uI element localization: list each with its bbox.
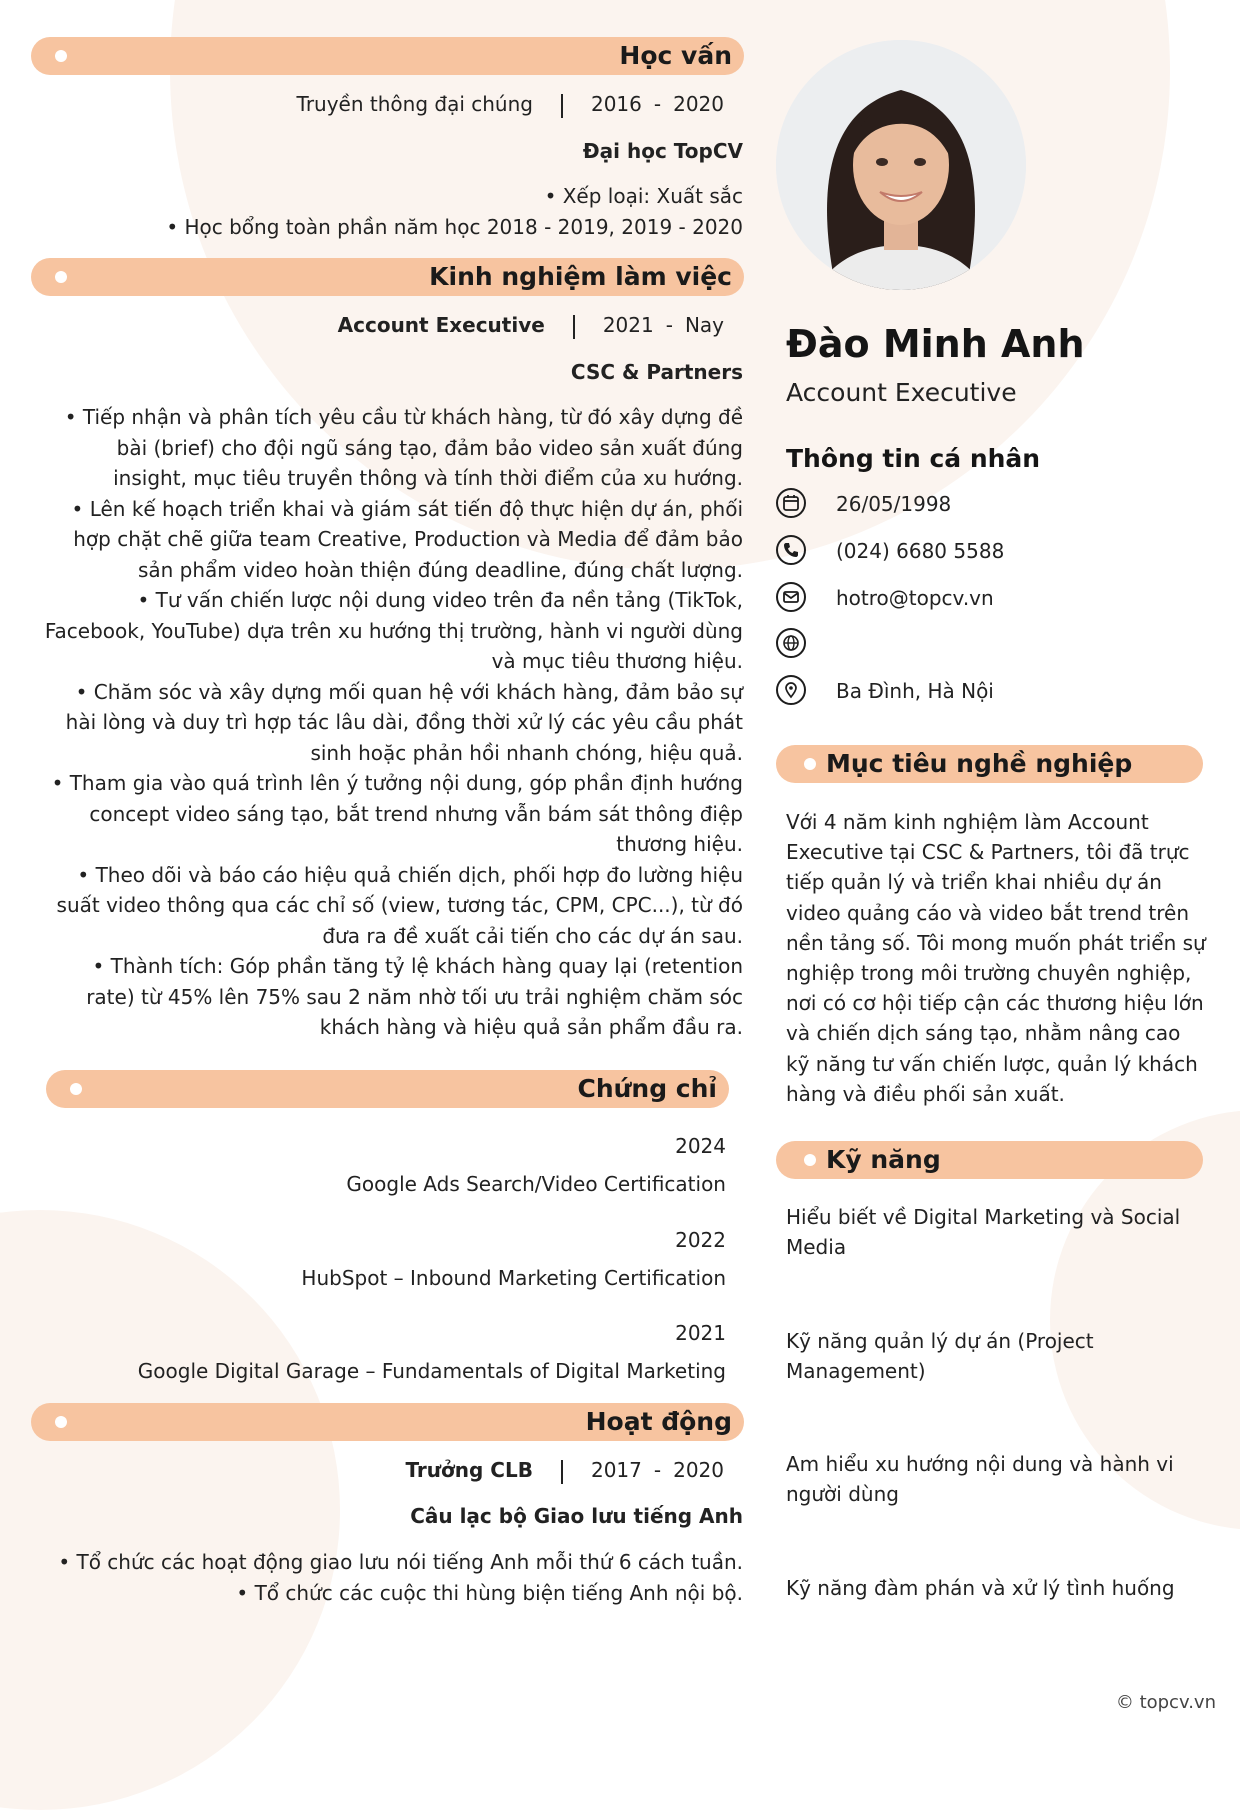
section-dot — [55, 271, 67, 283]
activities-end: 2020 — [673, 1458, 724, 1482]
certificates-title: Chứng chỉ — [577, 1074, 717, 1103]
dash: - — [653, 1458, 662, 1482]
skills-title: Kỹ năng — [826, 1145, 941, 1174]
section-dot — [804, 758, 816, 770]
skill-item: Kỹ năng đàm phán và xử lý tình huống — [786, 1576, 1175, 1600]
section-dot — [55, 1416, 67, 1428]
experience-position: Account Executive — [337, 313, 545, 337]
experience-end: Nay — [684, 313, 724, 337]
experience-title: Kinh nghiệm làm việc — [429, 262, 732, 291]
activities-role-row — [405, 1455, 724, 1485]
education-major: Truyền thông đại chúng — [296, 92, 533, 116]
dash: - — [665, 313, 673, 337]
phone-icon — [776, 535, 806, 565]
education-section-bar — [31, 37, 744, 75]
section-dot — [804, 1154, 816, 1166]
education-end: 2020 — [673, 92, 724, 116]
certificate-year: 2024 — [675, 1134, 726, 1158]
certificate-name: Google Digital Garage – Fundamentals of Digital Marketing — [137, 1359, 726, 1383]
activities-title: Hoạt động — [585, 1407, 732, 1436]
candidate-role: Account Executive — [786, 378, 1017, 407]
education-major-row — [297, 89, 724, 119]
activities-section-bar — [31, 1403, 744, 1441]
experience-start: 2021 — [602, 313, 654, 337]
list-item: • Chăm sóc và xây dựng mối quan hệ với khách hàng, đảm bảo sự hài lòng và duy trì hợp tác lâu dài, đồng thời xử lý các yêu cầu phát sinh hoặc phản hồi nhanh chóng, hiệu quả. — [43, 677, 743, 769]
certificate-year: 2021 — [675, 1321, 726, 1345]
list-item: • Tổ chức các hoạt động giao lưu nói tiếng Anh mỗi thứ 6 cách tuần. — [43, 1547, 743, 1578]
list-item: • Theo dõi và báo cáo hiệu quả chiến dịch, phối hợp đo lường hiệu suất video thông qua các chỉ số (view, tương tác, CPM, CPC...), từ đó đưa ra đề xuất cải tiến cho các dự án sau. — [43, 860, 743, 952]
experience-section-bar — [31, 258, 744, 296]
list-item: • Tiếp nhận và phân tích yêu cầu từ khách hàng, từ đó xây dựng đề bài (brief) cho đội ngũ sáng tạo, đảm bảo video sản xuất đúng insight, mục tiêu truyền thông và tính thời điểm của xu hướng. — [43, 402, 743, 494]
info-address: Ba Đình, Hà Nội — [836, 679, 994, 703]
objective-text: Với 4 năm kinh nghiệm làm Account Executive tại CSC & Partners, tôi đã trực tiếp quản lý và triển khai nhiều dự án video quảng cáo và video bắt trend trên nền tảng số. Tôi mong muốn phát triển sự nghiệp trong môi trường chuyên nghiệp, nơi có cơ hội tiếp cận các thương hiệu lớn và chiến dịch sáng tạo, nhằm nâng cao kỹ năng tư vấn chiến lược, quản lý khách hàng và điều phối sản xuất. — [786, 810, 1206, 1106]
education-bullets — [43, 181, 743, 242]
activities-start: 2017 — [590, 1458, 642, 1482]
certificate-name: HubSpot – Inbound Marketing Certification — [301, 1266, 726, 1290]
skill-item: Hiểu biết về Digital Marketing và Social Media — [786, 1205, 1181, 1259]
section-dot — [55, 50, 67, 62]
location-icon — [776, 675, 806, 705]
experience-company: CSC & Partners — [570, 360, 743, 384]
separator — [561, 94, 563, 118]
skills-section-bar — [776, 1141, 1203, 1179]
separator — [561, 1460, 563, 1484]
skill-item: Am hiểu xu hướng nội dung và hành vi người dùng — [786, 1452, 1174, 1506]
objective-title: Mục tiêu nghề nghiệp — [826, 749, 1133, 778]
info-phone: (024) 6680 5588 — [836, 539, 1005, 563]
certificate-year: 2022 — [675, 1228, 726, 1252]
calendar-icon — [776, 488, 806, 518]
objective-section-bar — [776, 745, 1203, 783]
email-icon — [776, 582, 806, 612]
personal-info-title: Thông tin cá nhân — [786, 444, 1041, 473]
activities-bullets — [43, 1547, 743, 1608]
education-start: 2016 — [590, 92, 642, 116]
list-item: • Lên kế hoạch triển khai và giám sát tiến độ thực hiện dự án, phối hợp chặt chẽ giữa team Creative, Production và Media để đảm bảo sản phẩm video hoàn thiện đúng deadline, đúng chất lượng. — [43, 494, 743, 586]
dash: - — [653, 92, 662, 116]
list-item: • Xếp loại: Xuất sắc — [43, 181, 743, 212]
experience-position-row — [338, 310, 724, 340]
list-item: • Học bổng toàn phần năm học 2018 - 2019, 2019 - 2020 — [43, 212, 743, 243]
certificates-section-bar — [46, 1070, 729, 1108]
section-dot — [70, 1083, 82, 1095]
candidate-name: Đào Minh Anh — [786, 322, 1085, 366]
skill-item: Kỹ năng quản lý dự án (Project Management) — [786, 1329, 1094, 1383]
experience-bullets — [43, 402, 743, 1043]
activities-role: Trưởng CLB — [405, 1458, 533, 1482]
list-item: • Thành tích: Góp phần tăng tỷ lệ khách hàng quay lại (retention rate) từ 45% lên 75% sau 2 năm nhờ tối ưu trải nghiệm chăm sóc khách hàng và hiệu quả sản phẩm đầu ra. — [43, 951, 743, 1043]
info-dob: 26/05/1998 — [836, 492, 952, 516]
info-email[interactable]: hotro@topcv.vn — [836, 586, 994, 610]
activities-org: Câu lạc bộ Giao lưu tiếng Anh — [410, 1504, 743, 1528]
list-item: • Tổ chức các cuộc thi hùng biện tiếng Anh nội bộ. — [43, 1578, 743, 1609]
watermark: © topcv.vn — [1115, 1692, 1216, 1713]
globe-icon — [776, 628, 806, 658]
education-school: Đại học TopCV — [582, 139, 743, 163]
profile-photo — [776, 40, 1026, 290]
education-title: Học vấn — [619, 41, 732, 70]
list-item: • Tư vấn chiến lược nội dung video trên đa nền tảng (TikTok, Facebook, YouTube) dựa trên xu hướng thị trường, hành vi người dùng và mục tiêu thương hiệu. — [43, 585, 743, 677]
separator — [573, 315, 575, 339]
list-item: • Tham gia vào quá trình lên ý tưởng nội dung, góp phần định hướng concept video sáng tạo, bắt trend nhưng vẫn bám sát thông điệp thương hiệu. — [43, 768, 743, 860]
certificate-name: Google Ads Search/Video Certification — [346, 1172, 726, 1196]
portrait-illustration — [776, 40, 1026, 290]
